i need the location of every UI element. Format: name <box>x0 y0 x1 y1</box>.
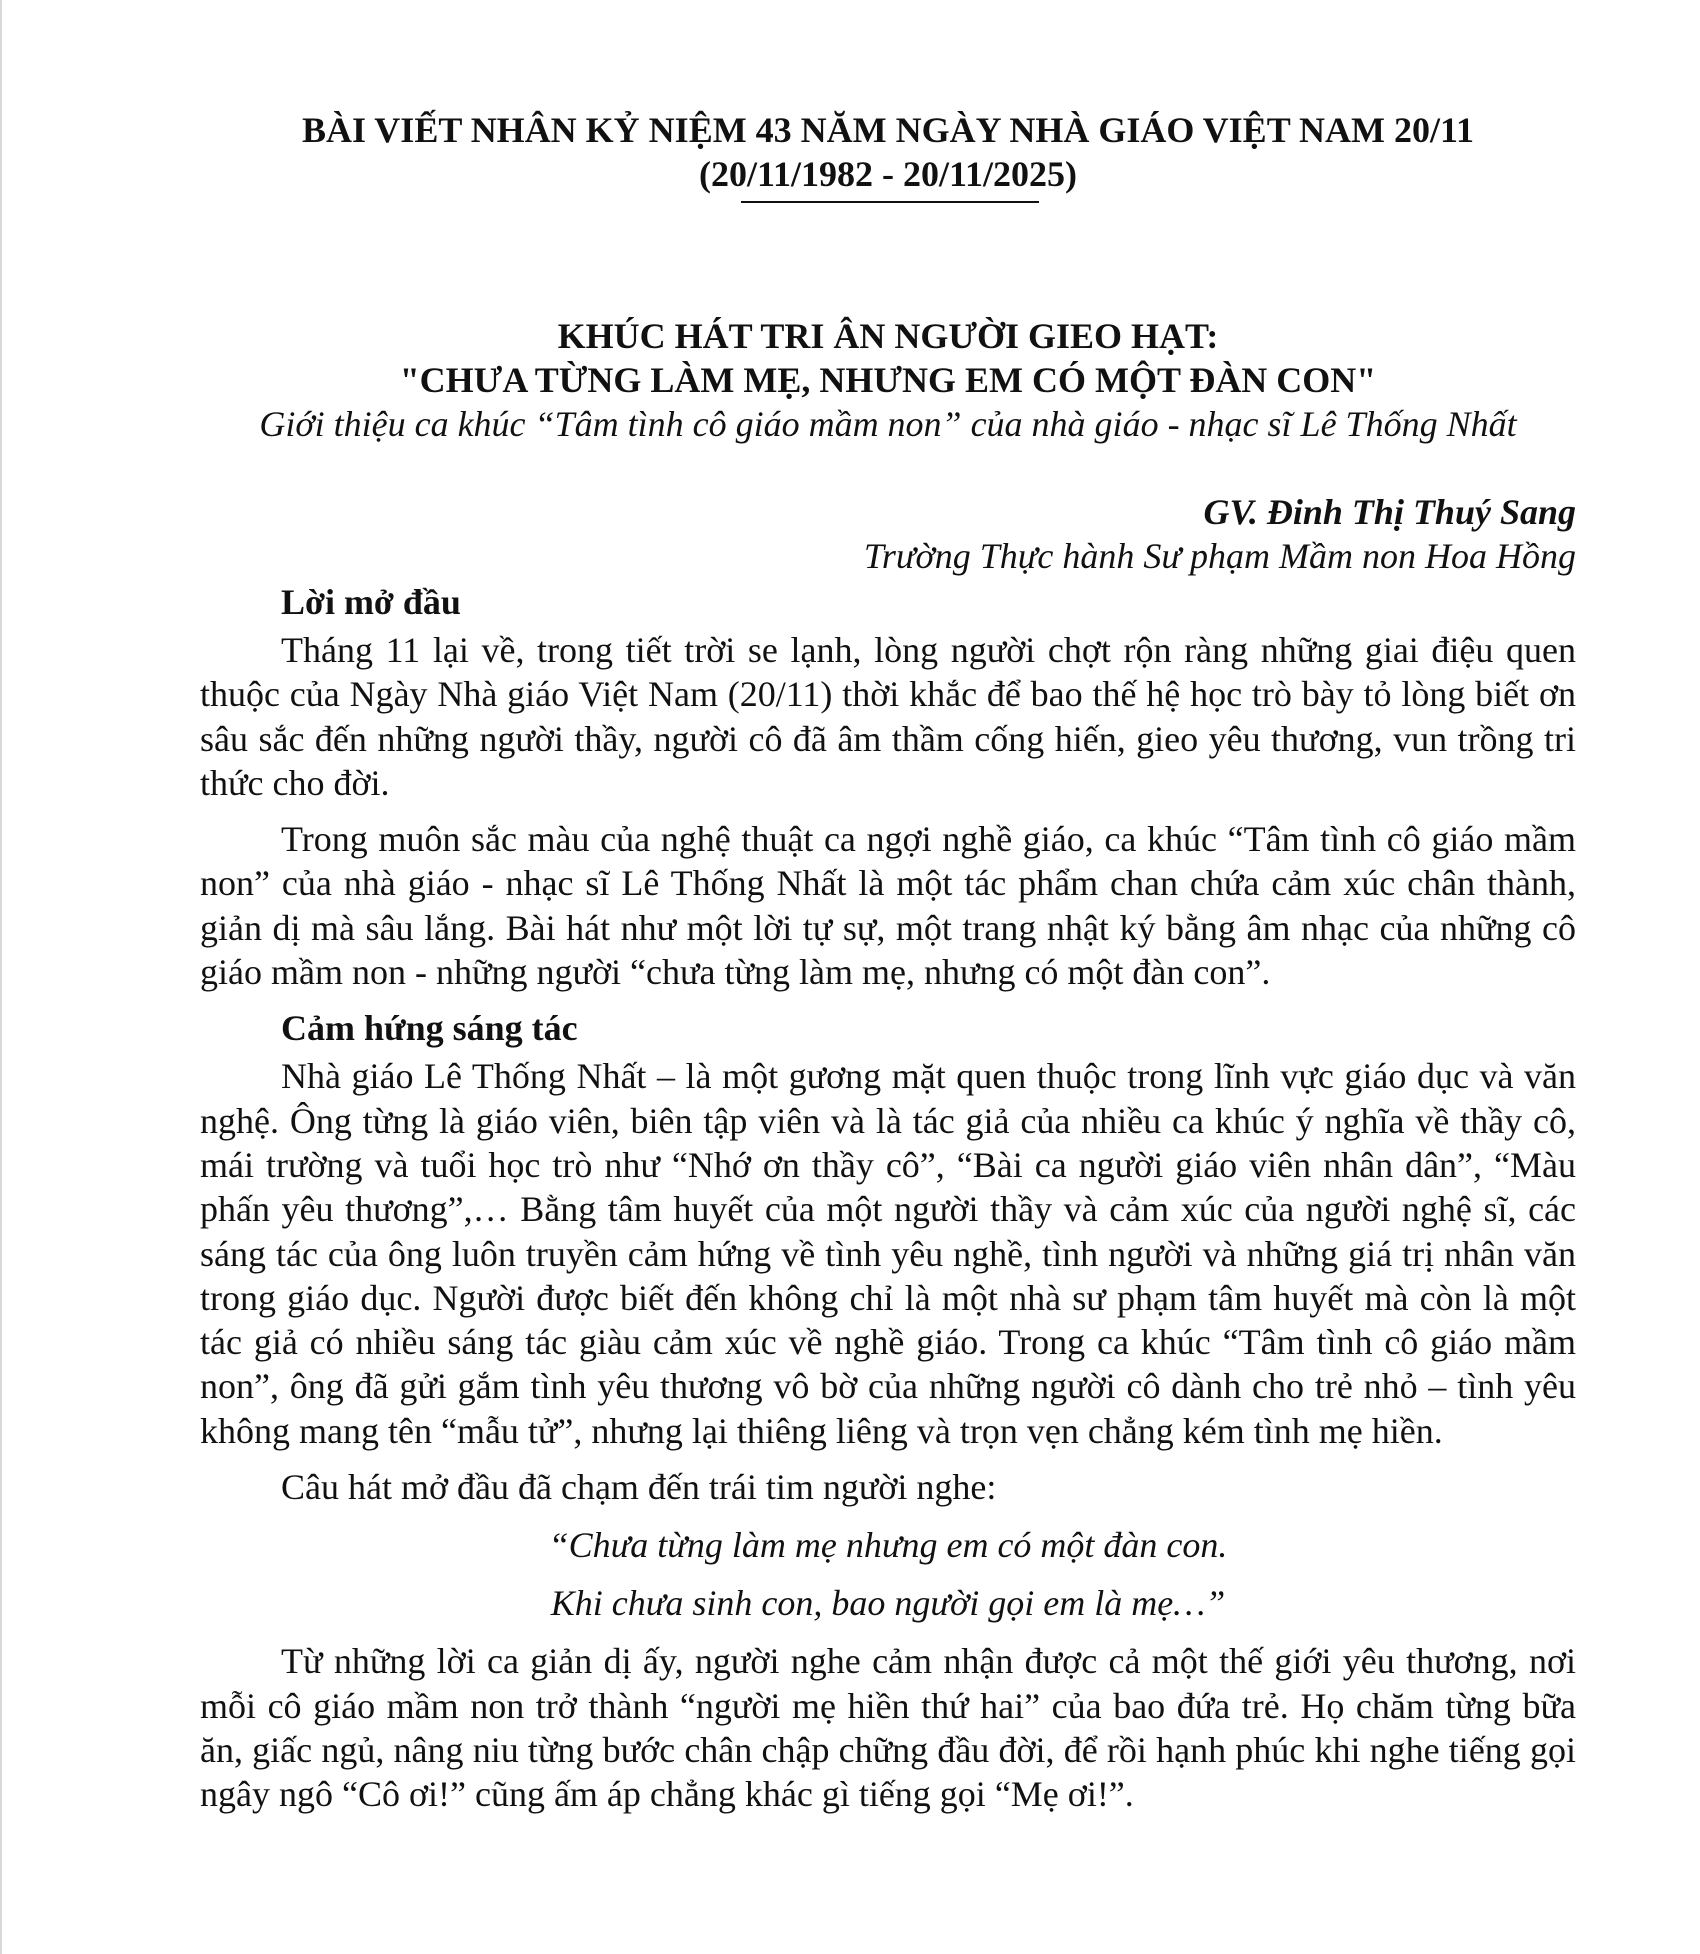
author-name: GV. Đinh Thị Thuý Sang <box>1203 492 1576 532</box>
article-title-line-1: KHÚC HÁT TRI ÂN NGƯỜI GIEO HẠT: <box>557 316 1219 356</box>
inspiration-paragraph-2: Câu hát mở đầu đã chạm đến trái tim người nghe: <box>281 1467 997 1508</box>
event-dates <box>200 152 1576 196</box>
author-school: Trường Thực hành Sư phạm Mầm non Hoa Hồng <box>863 536 1576 576</box>
intro-paragraph-2: Trong muôn sắc màu của nghệ thuật ca ngợi nghề giáo, ca khúc “Tâm tình cô giáo mầm non” của nhà giáo - nhạc sĩ Lê Thống Nhất là một tác phẩm chan chứa cảm xúc chân thành, giản dị mà sâu lắng. Bài hát như một lời tự sự, một trang nhật ký bằng âm nhạc của những cô giáo mầm non - những người “chưa từng làm mẹ, nhưng có một đàn con”. <box>200 819 1576 993</box>
article-subtitle: Giới thiệu ca khúc “Tâm tình cô giáo mầm non” của nhà giáo - nhạc sĩ Lê Thống Nhất <box>259 404 1517 444</box>
article-title-block <box>200 314 1576 446</box>
intro-paragraph-1: Tháng 11 lại về, trong tiết trời se lạnh, lòng người chợt rộn ràng những giai điệu quen thuộc của Ngày Nhà giáo Việt Nam (20/11) thời khắc để bao thế hệ học trò bày tỏ lòng biết ơn sâu sắc đến những người thầy, người cô đã âm thầm cống hiến, gieo yêu thương, vun trồng tri thức cho đời. <box>200 630 1576 803</box>
document-content <box>200 108 1576 1817</box>
inspiration-heading: Cảm hứng sáng tác <box>281 1008 578 1049</box>
event-title: BÀI VIẾT NHÂN KỶ NIỆM 43 NĂM NGÀY NHÀ GIÁO VIỆT NAM 20/11 <box>301 110 1475 150</box>
intro-heading: Lời mở đầu <box>281 582 461 622</box>
lyric-line-1: “Chưa từng làm mẹ nhưng em có một đàn con. <box>548 1525 1228 1566</box>
inspiration-paragraph-3: Từ những lời ca giản dị ấy, người nghe cảm nhận được cả một thế giới yêu thương, nơi mỗi cô giáo mầm non trở thành “người mẹ hiền thứ hai” của bao đứa trẻ. Họ chăm từng bữa ăn, giấc ngủ, nâng niu từng bước chân chập chững đầu đời, để rồi hạnh phúc khi nghe tiếng gọi ngây ngô “Cô ơi!” cũng ấm áp chẳng khác gì tiếng gọi “Mẹ ơi!”. <box>200 1641 1576 1815</box>
inspiration-paragraph-1: Nhà giáo Lê Thống Nhất – là một gương mặt quen thuộc trong lĩnh vực giáo dục và văn nghệ. Ông từng là giáo viên, biên tập viên và là tác giả của nhiều ca khúc ý nghĩa về thầy cô, mái trường và tuổi học trò như “Nhớ ơn thầy cô”, “Bài ca người giáo viên nhân dân”, “Màu phấn yêu thương”,… Bằng tâm huyết của một người thầy và cảm xúc của người nghệ sĩ, các sáng tác của ông luôn truyền cảm hứng về tình yêu nghề, tình người và những giá trị nhân văn trong giáo dục. Người được biết đến không chỉ là một nhà sư phạm tâm huyết mà còn là một tác giả có nhiều sáng tác giàu cảm xúc về nghề giáo. Trong ca khúc “Tâm tình cô giáo mầm non”, ông đã gửi gắm tình yêu thương vô bờ của những người cô dành cho trẻ nhỏ – tình yêu không mang tên “mẫu tử”, nhưng lại thiêng liêng và trọn vẹn chẳng kém tình mẹ hiền. <box>200 1056 1576 1451</box>
author-block <box>200 490 1576 578</box>
event-dates-text: (20/11/1982 - 20/11/2025) <box>699 154 1077 194</box>
dates-underline <box>741 201 1039 203</box>
article-title-line-2: "CHƯA TỪNG LÀM MẸ, NHƯNG EM CÓ MỘT ĐÀN CON" <box>399 360 1377 400</box>
lyric-line-2: Khi chưa sinh con, bao người gọi em là mẹ…” <box>550 1583 1226 1624</box>
